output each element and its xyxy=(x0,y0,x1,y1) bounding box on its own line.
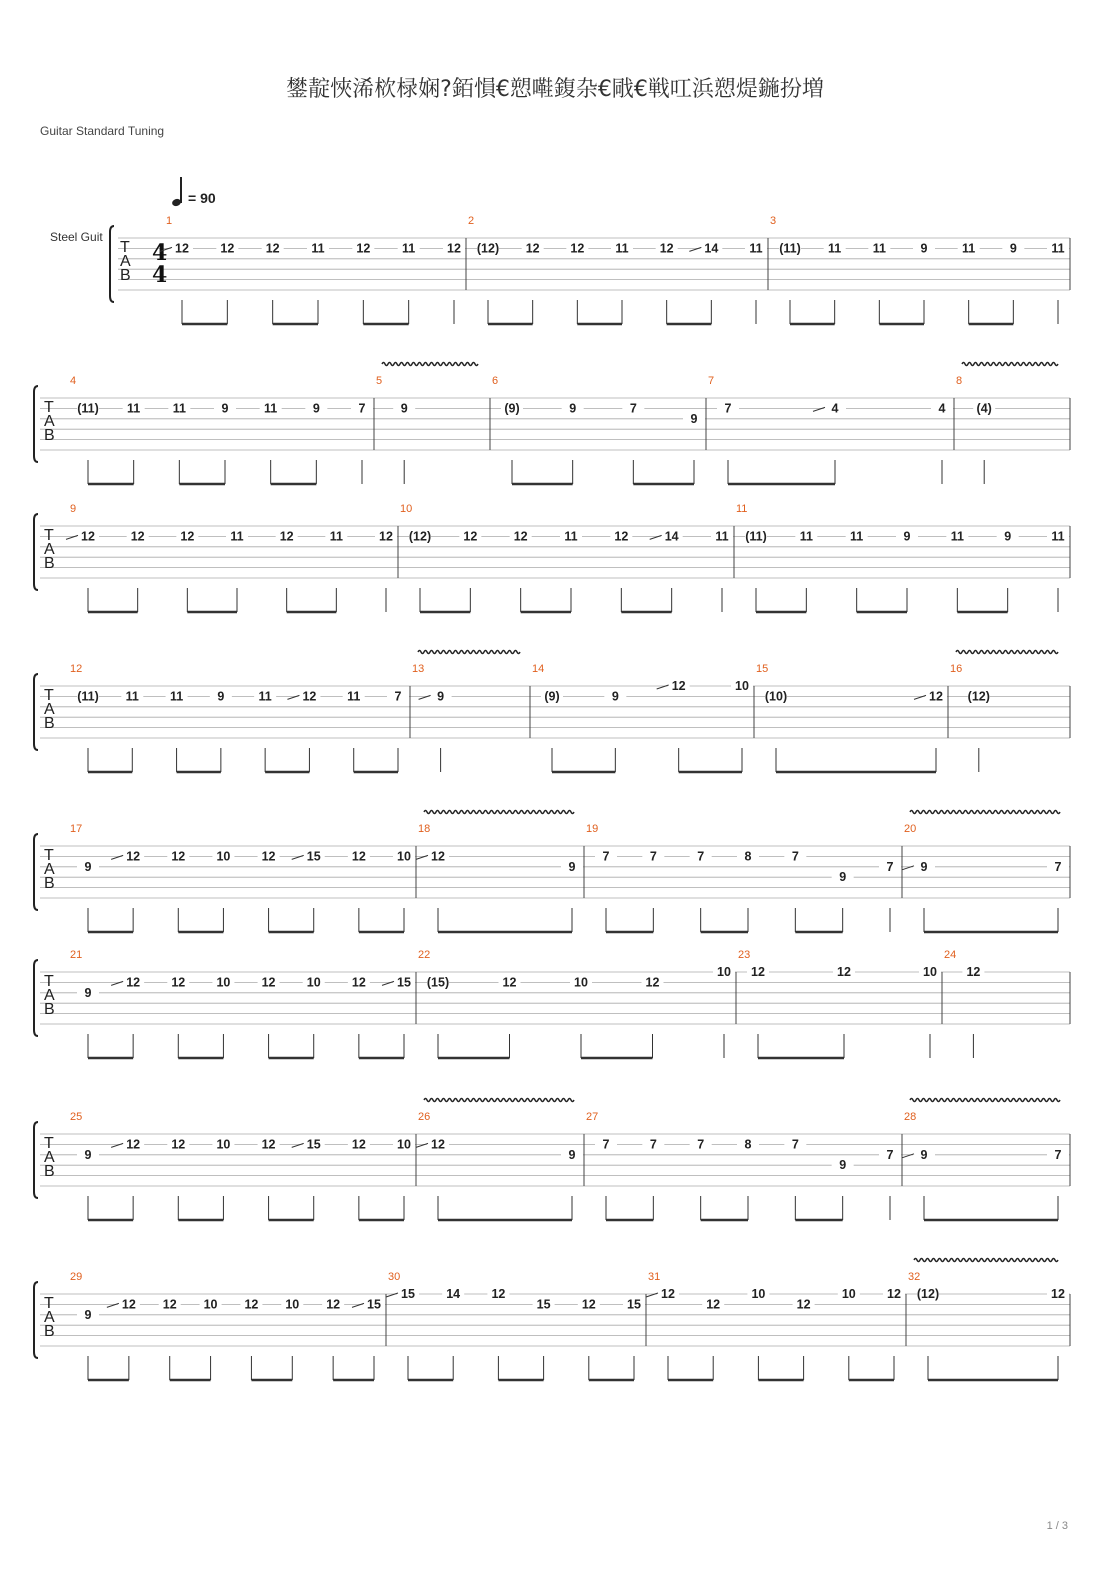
bar-number: 28 xyxy=(904,1111,917,1123)
score-title: 鐢靛悏浠栨椂娴?銆愪€愬嚡鍑杂€戙€戦叿浜愬煶鍦扮増 xyxy=(286,77,824,102)
fret-number: (11) xyxy=(77,401,99,416)
bar-number: 19 xyxy=(586,823,599,835)
fret-number: 11 xyxy=(615,241,629,256)
fret-number: 12 xyxy=(661,1287,675,1301)
fret-number: 12 xyxy=(261,975,276,990)
fret-number: 12 xyxy=(659,241,674,256)
fret-number: 11 xyxy=(347,689,361,704)
fret-number: 7 xyxy=(649,1137,657,1152)
fret-number: 11 xyxy=(1051,529,1065,544)
tab-clef-letter: B xyxy=(44,1323,55,1340)
fret-number: 7 xyxy=(886,859,894,874)
instrument-name: Steel Guit xyxy=(50,230,103,244)
fret-number: 9 xyxy=(839,870,847,885)
page-number: 1 / 3 xyxy=(1046,1520,1068,1532)
fret-number: 7 xyxy=(791,1137,799,1152)
vibrato-mark xyxy=(910,1099,1060,1102)
fret-number: 11 xyxy=(127,401,141,416)
fret-number: 4 xyxy=(831,401,839,416)
bar-number: 26 xyxy=(418,1111,431,1123)
fret-number: 11 xyxy=(169,689,184,704)
fret-number: 12 xyxy=(162,1297,177,1312)
fret-number: 9 xyxy=(437,689,445,704)
fret-number: (9) xyxy=(504,401,520,416)
fret-number: 10 xyxy=(574,975,588,990)
fret-number: 12 xyxy=(326,1297,341,1312)
bar-number: 24 xyxy=(944,949,957,961)
fret-number: 7 xyxy=(602,1137,610,1152)
fret-number: 9 xyxy=(690,411,698,426)
bar-number: 16 xyxy=(950,663,963,675)
fret-number: 12 xyxy=(351,975,366,990)
fret-number: 10 xyxy=(216,849,231,864)
fret-number: 12 xyxy=(751,965,765,979)
fret-number: 9 xyxy=(920,241,928,256)
tab-clef-letter: A xyxy=(44,701,55,718)
fret-number: 12 xyxy=(356,241,371,256)
tab-system xyxy=(34,503,1070,612)
tuning-label: Guitar Standard Tuning xyxy=(40,124,165,138)
fret-number: 7 xyxy=(394,689,402,704)
fret-number: 9 xyxy=(312,401,320,416)
fret-number: 12 xyxy=(447,241,461,256)
fret-number: 12 xyxy=(966,965,981,979)
bar-number: 17 xyxy=(70,823,83,835)
tab-clef-letter: A xyxy=(44,541,55,558)
fret-number: 10 xyxy=(285,1297,300,1312)
time-signature-digit: 4 xyxy=(152,240,168,266)
fret-number: 12 xyxy=(614,529,629,544)
fret-number: 7 xyxy=(791,849,799,864)
system-bracket xyxy=(34,834,38,910)
fret-number: 11 xyxy=(172,401,186,416)
fret-number: 8 xyxy=(744,849,752,864)
fret-number: 11 xyxy=(1051,241,1065,256)
tab-clef-letter: T xyxy=(44,527,54,544)
fret-number: 12 xyxy=(171,849,186,864)
tab-clef-letter: T xyxy=(44,1295,54,1312)
tab-clef-letter: B xyxy=(44,1001,55,1018)
fret-number: 12 xyxy=(171,1137,186,1152)
bar-number: 10 xyxy=(400,503,413,515)
fret-number: 12 xyxy=(130,529,145,544)
fret-number: 10 xyxy=(923,965,937,979)
bar-number: 7 xyxy=(708,375,715,387)
fret-number: 9 xyxy=(400,401,408,416)
fret-number: 12 xyxy=(279,529,294,544)
fret-number: 15 xyxy=(367,1297,381,1312)
fret-number: 12 xyxy=(265,241,280,256)
tab-clef-letter: B xyxy=(44,715,55,732)
fret-number: 8 xyxy=(744,1137,752,1152)
fret-number: 9 xyxy=(84,1147,92,1162)
fret-number: 11 xyxy=(329,529,343,544)
fret-number: 15 xyxy=(401,1287,415,1301)
fret-number: 7 xyxy=(1054,1147,1062,1162)
vibrato-mark xyxy=(382,363,478,366)
tab-clef-letter: A xyxy=(44,987,55,1004)
bar-number: 31 xyxy=(648,1271,661,1283)
fret-number: 12 xyxy=(175,241,189,256)
fret-number: 12 xyxy=(525,241,540,256)
fret-number: 9 xyxy=(221,401,229,416)
fret-number: 9 xyxy=(1009,241,1017,256)
tab-clef-letter: B xyxy=(44,1163,55,1180)
fret-number: (12) xyxy=(476,241,500,256)
fret-number: 11 xyxy=(872,241,886,256)
bar-number: 20 xyxy=(904,823,917,835)
bar-number: 29 xyxy=(70,1271,83,1283)
tab-clef-letter: B xyxy=(44,875,55,892)
fret-number: 12 xyxy=(796,1297,811,1312)
fret-number: 11 xyxy=(402,241,416,256)
fret-number: 7 xyxy=(886,1147,894,1162)
tab-clef-letter: B xyxy=(120,267,131,284)
fret-number: 12 xyxy=(706,1297,721,1312)
bar-number: 9 xyxy=(70,503,77,515)
bar-number: 3 xyxy=(770,215,777,227)
fret-number: 10 xyxy=(717,965,731,979)
fret-number: 11 xyxy=(828,241,842,256)
tab-clef-letter: A xyxy=(44,1309,55,1326)
fret-number: (15) xyxy=(426,975,450,990)
fret-number: 12 xyxy=(1051,1287,1065,1301)
bar-number: 2 xyxy=(468,215,475,227)
tab-system xyxy=(34,811,1070,933)
fret-number: (4) xyxy=(976,401,992,416)
fret-number: 12 xyxy=(431,1137,445,1152)
fret-number: 11 xyxy=(230,529,244,544)
fret-number: 12 xyxy=(261,849,276,864)
fret-number: 12 xyxy=(126,1137,141,1152)
fret-number: 12 xyxy=(126,975,141,990)
fret-number: 7 xyxy=(1054,859,1062,874)
fret-number: 9 xyxy=(611,689,619,704)
fret-number: (10) xyxy=(764,689,788,704)
fret-number: 12 xyxy=(351,849,366,864)
fret-number: 10 xyxy=(397,849,411,864)
fret-number: 10 xyxy=(751,1287,766,1301)
tab-clef-letter: B xyxy=(44,427,55,444)
fret-number: 9 xyxy=(84,1307,92,1322)
fret-number: 10 xyxy=(216,1137,231,1152)
tab-system xyxy=(34,1259,1070,1381)
fret-number: 11 xyxy=(264,401,278,416)
fret-number: 7 xyxy=(697,1137,705,1152)
fret-number: 11 xyxy=(258,689,272,704)
fret-number: 9 xyxy=(920,859,928,874)
fret-number: 12 xyxy=(513,529,528,544)
fret-number: 12 xyxy=(180,529,195,544)
fret-number: 9 xyxy=(569,401,577,416)
bar-number: 30 xyxy=(388,1271,401,1283)
fret-number: 12 xyxy=(220,241,235,256)
fret-number: 9 xyxy=(920,1147,928,1162)
bar-number: 12 xyxy=(70,663,83,675)
tab-clef-letter: T xyxy=(44,399,54,416)
tab-clef-letter: T xyxy=(44,973,54,990)
system-bracket xyxy=(110,226,114,302)
fret-number: 12 xyxy=(302,689,317,704)
vibrato-mark xyxy=(914,1259,1058,1262)
bar-number: 27 xyxy=(586,1111,599,1123)
bar-number: 23 xyxy=(738,949,751,961)
fret-number: (9) xyxy=(544,689,560,704)
tab-system xyxy=(34,1099,1070,1221)
fret-number: 7 xyxy=(724,401,732,416)
bar-number: 25 xyxy=(70,1111,83,1123)
fret-number: 11 xyxy=(799,529,813,544)
tab-clef-letter: T xyxy=(120,239,130,256)
fret-number: 12 xyxy=(491,1287,506,1301)
fret-number: 9 xyxy=(84,859,92,874)
vibrato-mark xyxy=(956,651,1058,654)
fret-number: 12 xyxy=(837,965,851,979)
fret-number: 9 xyxy=(1004,529,1012,544)
bar-number: 8 xyxy=(956,375,963,387)
vibrato-mark xyxy=(424,811,574,814)
vibrato-mark xyxy=(910,811,1060,814)
fret-number: 10 xyxy=(306,975,321,990)
fret-number: (11) xyxy=(779,241,801,256)
fret-number: 12 xyxy=(502,975,517,990)
fret-number: 10 xyxy=(203,1297,218,1312)
fret-number: 12 xyxy=(351,1137,366,1152)
fret-number: 9 xyxy=(903,529,911,544)
fret-number: 14 xyxy=(446,1287,461,1301)
tab-system xyxy=(34,651,1070,773)
bar-number: 15 xyxy=(756,663,769,675)
time-signature-digit: 4 xyxy=(152,262,168,288)
fret-number: 14 xyxy=(704,241,719,256)
fret-number: 11 xyxy=(715,529,729,544)
tab-clef-letter: A xyxy=(44,1149,55,1166)
fret-number: 12 xyxy=(244,1297,259,1312)
fret-number: 10 xyxy=(841,1287,856,1301)
fret-number: 15 xyxy=(397,975,411,990)
tab-clef-letter: B xyxy=(44,555,55,572)
fret-number: 14 xyxy=(664,529,679,544)
tab-clef-letter: T xyxy=(44,847,54,864)
fret-number: 7 xyxy=(358,401,366,416)
fret-number: 10 xyxy=(216,975,231,990)
fret-number: (11) xyxy=(77,689,99,704)
fret-number: (11) xyxy=(745,529,767,544)
fret-number: 9 xyxy=(217,689,225,704)
fret-number: 11 xyxy=(749,241,763,256)
fret-number: 7 xyxy=(649,849,657,864)
fret-number: 12 xyxy=(121,1297,136,1312)
fret-number: 9 xyxy=(568,859,576,874)
tab-system xyxy=(34,949,1070,1058)
fret-number: 12 xyxy=(261,1137,276,1152)
fret-number: 9 xyxy=(839,1158,847,1173)
fret-number: 12 xyxy=(126,849,141,864)
fret-number: 11 xyxy=(950,529,964,544)
fret-number: 15 xyxy=(627,1297,641,1312)
system-bracket xyxy=(34,1282,38,1358)
fret-number: 15 xyxy=(306,1137,321,1152)
bar-number: 21 xyxy=(70,949,83,961)
bar-number: 14 xyxy=(532,663,545,675)
fret-number: (12) xyxy=(967,689,990,704)
fret-number: 7 xyxy=(602,849,610,864)
bar-number: 13 xyxy=(412,663,425,675)
bar-number: 11 xyxy=(736,503,748,515)
fret-number: 11 xyxy=(564,529,578,544)
system-bracket xyxy=(34,1122,38,1198)
fret-number: 12 xyxy=(671,679,686,693)
fret-number: 7 xyxy=(629,401,637,416)
vibrato-mark xyxy=(424,1099,574,1102)
bar-number: 6 xyxy=(492,375,499,387)
fret-number: 12 xyxy=(887,1287,901,1301)
tab-clef-letter: T xyxy=(44,687,54,704)
fret-number: 15 xyxy=(536,1297,551,1312)
system-bracket xyxy=(34,674,38,750)
tab-clef-letter: A xyxy=(120,253,131,270)
fret-number: 12 xyxy=(929,689,943,704)
tab-clef-letter: A xyxy=(44,861,55,878)
tab-system xyxy=(110,215,1070,324)
fret-number: 10 xyxy=(735,679,749,693)
vibrato-mark xyxy=(418,651,520,654)
fret-number: 9 xyxy=(568,1147,576,1162)
fret-number: 9 xyxy=(84,985,92,1000)
tab-system xyxy=(34,363,1070,485)
system-bracket xyxy=(34,386,38,462)
fret-number: (12) xyxy=(916,1287,940,1301)
tempo-value: = 90 xyxy=(188,190,216,206)
fret-number: 7 xyxy=(697,849,705,864)
fret-number: 12 xyxy=(463,529,478,544)
fret-number: 11 xyxy=(125,689,139,704)
bar-number: 1 xyxy=(166,215,173,227)
bar-number: 32 xyxy=(908,1271,921,1283)
fret-number: 11 xyxy=(311,241,325,256)
fret-number: 12 xyxy=(171,975,186,990)
vibrato-mark xyxy=(962,363,1058,366)
fret-number: 12 xyxy=(645,975,660,990)
fret-number: 12 xyxy=(431,849,445,864)
fret-number: 12 xyxy=(570,241,585,256)
fret-number: 11 xyxy=(850,529,864,544)
fret-number: 15 xyxy=(306,849,321,864)
tab-clef-letter: T xyxy=(44,1135,54,1152)
fret-number: (12) xyxy=(408,529,432,544)
fret-number: 12 xyxy=(379,529,393,544)
bar-number: 4 xyxy=(70,375,77,387)
system-bracket xyxy=(34,514,38,590)
system-bracket xyxy=(34,960,38,1036)
fret-number: 10 xyxy=(397,1137,411,1152)
tab-clef-letter: A xyxy=(44,413,55,430)
fret-number: 12 xyxy=(81,529,95,544)
fret-number: 11 xyxy=(962,241,976,256)
fret-number: 12 xyxy=(581,1297,596,1312)
bar-number: 18 xyxy=(418,823,431,835)
bar-number: 5 xyxy=(376,375,383,387)
bar-number: 22 xyxy=(418,949,431,961)
fret-number: 4 xyxy=(938,401,946,416)
